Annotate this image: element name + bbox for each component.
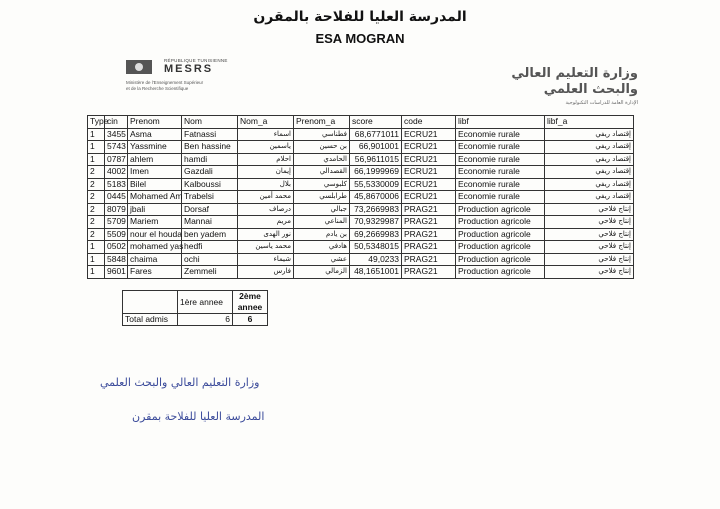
table-cell: إنتاج فلاحي: [545, 216, 634, 229]
stamp-line-1: وزارة التعليم العالي والبحث العلمي: [100, 376, 260, 389]
table-cell: بن يادم: [294, 228, 350, 241]
column-header: cin: [105, 116, 128, 129]
table-cell: Zemmeli: [182, 266, 238, 279]
table-cell: إيمان: [238, 166, 294, 179]
table-cell: Mariem: [128, 216, 182, 229]
table-cell: شيماء: [238, 253, 294, 266]
table-cell: هادفي: [294, 241, 350, 254]
table-cell: Yassmine: [128, 141, 182, 154]
table-cell: اسماء: [238, 128, 294, 141]
table-cell: ECRU21: [402, 141, 456, 154]
table-cell: 1: [88, 266, 105, 279]
tunisia-flag-icon: [126, 60, 152, 74]
table-cell: 2: [88, 203, 105, 216]
table-cell: Economie rurale: [456, 178, 545, 191]
table-cell: 2: [88, 166, 105, 179]
table-cell: بلال: [238, 178, 294, 191]
table-cell: ياسمين: [238, 141, 294, 154]
table-cell: Economie rurale: [456, 128, 545, 141]
column-header: Nom: [182, 116, 238, 129]
table-cell: Economie rurale: [456, 166, 545, 179]
table-cell: Production agricole: [456, 203, 545, 216]
table-cell: 2: [88, 216, 105, 229]
table-cell: محمد أمين: [238, 191, 294, 204]
table-cell: الحامدي: [294, 153, 350, 166]
table-cell: 2: [88, 178, 105, 191]
table-cell: 9601: [105, 266, 128, 279]
table-cell: المناعي: [294, 216, 350, 229]
table-row: [88, 203, 634, 216]
table-cell: Bilel: [128, 178, 182, 191]
table-row: [88, 128, 634, 141]
table-cell: 48,1651001: [350, 266, 402, 279]
table-cell: hamdi: [182, 153, 238, 166]
table-cell: إنتاج فلاحي: [545, 228, 634, 241]
table-row: [88, 228, 634, 241]
table-cell: Economie rurale: [456, 153, 545, 166]
column-header: libf_a: [545, 116, 634, 129]
table-cell: إنتاج فلاحي: [545, 203, 634, 216]
table-cell: 1: [88, 241, 105, 254]
table-cell: chaima: [128, 253, 182, 266]
table-row: [88, 178, 634, 191]
table-cell: Production agricole: [456, 266, 545, 279]
table-cell: Economie rurale: [456, 141, 545, 154]
table-cell: إقتصاد ريفي: [545, 141, 634, 154]
table-cell: عشي: [294, 253, 350, 266]
table-cell: 66,1999969: [350, 166, 402, 179]
table-cell: 69,2669983: [350, 228, 402, 241]
table-cell: القصدالي: [294, 166, 350, 179]
table-cell: 8079: [105, 203, 128, 216]
table-cell: كلبوسي: [294, 178, 350, 191]
summary-table: [122, 290, 268, 326]
table-cell: PRAG21: [402, 253, 456, 266]
summary-header-row: [123, 291, 268, 314]
table-cell: Production agricole: [456, 241, 545, 254]
table-cell: 1: [88, 141, 105, 154]
table-cell: 73,2669983: [350, 203, 402, 216]
table-cell: PRAG21: [402, 266, 456, 279]
column-header: Nom_a: [238, 116, 294, 129]
table-cell: 0445: [105, 191, 128, 204]
table-cell: الزمالي: [294, 266, 350, 279]
table-cell: ochi: [182, 253, 238, 266]
table-cell: Production agricole: [456, 216, 545, 229]
table-cell: طرابلسي: [294, 191, 350, 204]
table-cell: Fares: [128, 266, 182, 279]
column-header: Type: [88, 116, 105, 129]
ministry-ar-line-3: الإدارة العامة للدراسات التكنولوجية: [565, 100, 638, 106]
table-cell: Gazdali: [182, 166, 238, 179]
column-header: score: [350, 116, 402, 129]
table-cell: 5183: [105, 178, 128, 191]
table-cell: نور الهدى: [238, 228, 294, 241]
summary-col-1: 1ère annee: [178, 291, 233, 314]
table-cell: ECRU21: [402, 153, 456, 166]
table-cell: 0502: [105, 241, 128, 254]
official-stamp: [92, 370, 312, 445]
table-row: [88, 141, 634, 154]
table-cell: hedfi: [182, 241, 238, 254]
table-cell: 2: [88, 228, 105, 241]
table-cell: Fatnassi: [182, 128, 238, 141]
table-header-row: [88, 116, 634, 129]
table-cell: درصاف: [238, 203, 294, 216]
table-cell: ECRU21: [402, 166, 456, 179]
summary-col-2: 2ème annee: [233, 291, 268, 314]
table-row: [88, 216, 634, 229]
table-cell: ECRU21: [402, 191, 456, 204]
table-cell: محمد ياسين: [238, 241, 294, 254]
ministry-line-1: Ministère de l'Enseignement Supérieur: [126, 80, 204, 85]
table-cell: إقتصاد ريفي: [545, 153, 634, 166]
table-cell: جبالي: [294, 203, 350, 216]
table-cell: إنتاج فلاحي: [545, 253, 634, 266]
ministry-logo-left: [126, 58, 266, 108]
table-cell: إنتاج فلاحي: [545, 266, 634, 279]
table-cell: PRAG21: [402, 241, 456, 254]
table-cell: مريم: [238, 216, 294, 229]
table-cell: Asma: [128, 128, 182, 141]
table-cell: إقتصاد ريفي: [545, 166, 634, 179]
table-cell: Imen: [128, 166, 182, 179]
summary-total-row: [123, 314, 268, 326]
table-cell: 56,9611015: [350, 153, 402, 166]
table-cell: احلام: [238, 153, 294, 166]
column-header: Prenom_a: [294, 116, 350, 129]
table-row: [88, 153, 634, 166]
table-cell: mohamed yas: [128, 241, 182, 254]
republic-label: RÉPUBLIQUE TUNISIENNE: [164, 58, 228, 63]
summary-row-label: Total admis: [123, 314, 178, 326]
table-cell: 70,9329987: [350, 216, 402, 229]
table-cell: إقتصاد ريفي: [545, 191, 634, 204]
table-cell: ECRU21: [402, 128, 456, 141]
column-header: code: [402, 116, 456, 129]
table-row: [88, 166, 634, 179]
ministry-logo-right: [478, 58, 638, 110]
table-row: [88, 241, 634, 254]
table-cell: Production agricole: [456, 228, 545, 241]
table-cell: PRAG21: [402, 216, 456, 229]
table-cell: Kalboussi: [182, 178, 238, 191]
table-row: [88, 266, 634, 279]
table-cell: 50,5348015: [350, 241, 402, 254]
table-cell: Dorsaf: [182, 203, 238, 216]
summary-value-2: 6: [233, 314, 268, 326]
stamp-line-2: المدرسة العليا للفلاحة بمقرن: [132, 410, 265, 423]
table-cell: 5848: [105, 253, 128, 266]
table-cell: فطناسي: [294, 128, 350, 141]
table-cell: 5709: [105, 216, 128, 229]
table-cell: إقتصاد ريفي: [545, 178, 634, 191]
ministry-ar-line-1: وزارة التعليم العالي: [511, 66, 638, 81]
table-cell: 3455: [105, 128, 128, 141]
table-cell: فارس: [238, 266, 294, 279]
table-cell: nour el houda: [128, 228, 182, 241]
table-cell: إنتاج فلاحي: [545, 241, 634, 254]
table-cell: Trabelsi: [182, 191, 238, 204]
title-french: ESA MOGRAN: [315, 31, 405, 46]
table-cell: 68,6771011: [350, 128, 402, 141]
column-header: libf: [456, 116, 545, 129]
table-cell: Ben hassine: [182, 141, 238, 154]
table-cell: Production agricole: [456, 253, 545, 266]
table-cell: jbali: [128, 203, 182, 216]
table-cell: 55,5330009: [350, 178, 402, 191]
table-cell: 0787: [105, 153, 128, 166]
table-cell: 49,0233: [350, 253, 402, 266]
table-cell: إقتصاد ريفي: [545, 128, 634, 141]
summary-empty-cell: [123, 291, 178, 314]
table-cell: 45,8670006: [350, 191, 402, 204]
table-row: [88, 253, 634, 266]
table-cell: 1: [88, 253, 105, 266]
table-cell: 1: [88, 128, 105, 141]
table-cell: Mannai: [182, 216, 238, 229]
table-cell: Economie rurale: [456, 191, 545, 204]
column-header: Prenom: [128, 116, 182, 129]
table-cell: ben yadem: [182, 228, 238, 241]
table-cell: PRAG21: [402, 203, 456, 216]
summary-value-1: 6: [178, 314, 233, 326]
ministry-ar-line-2: والبحث العلمي: [543, 82, 638, 97]
table-cell: 1: [88, 153, 105, 166]
table-cell: 5509: [105, 228, 128, 241]
table-cell: ECRU21: [402, 178, 456, 191]
table-cell: ahlem: [128, 153, 182, 166]
table-cell: PRAG21: [402, 228, 456, 241]
table-cell: 4002: [105, 166, 128, 179]
table-cell: Mohamed Am: [128, 191, 182, 204]
table-cell: 2: [88, 191, 105, 204]
table-row: [88, 191, 634, 204]
ministry-line-2: et de la Recherche Scientifique: [126, 86, 189, 91]
table-cell: 5743: [105, 141, 128, 154]
mesrs-label: MESRS: [164, 63, 214, 75]
admitted-students-table: [87, 115, 634, 279]
title-arabic: المدرسة العليا للفلاحة بالمقرن: [253, 9, 467, 25]
table-cell: بن حسين: [294, 141, 350, 154]
table-cell: 66,901001: [350, 141, 402, 154]
